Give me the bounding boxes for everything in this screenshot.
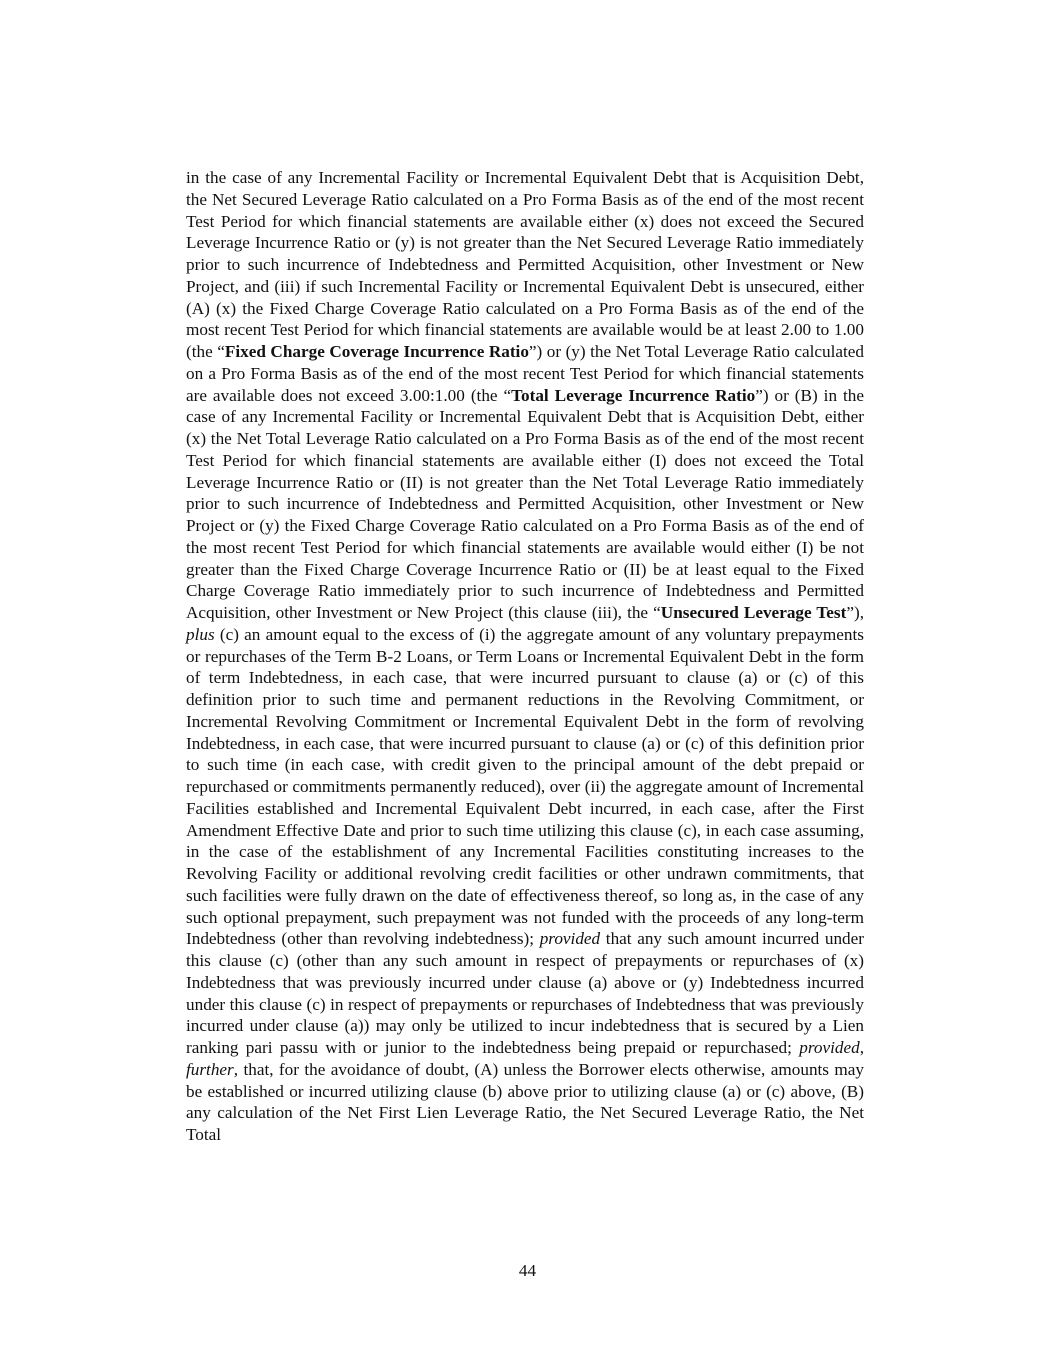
text-run: , [859,1038,864,1057]
text-run: ”) or (B) in the case of any Incremental Facility or Incremental Equivalent Debt that is Acquisition Debt, either (x) the Net Total Leverage Ratio calculated on a Pro Forma Basis as of the end of the most recent Test Period for which financial statements are available either (I) does not exceed the Total Leverage Incurrence Ratio or (II) is not greater than the Net Total Leverage Ratio immediately prior to such incurrence of Indebtedness and Permitted Acquisition, other Investment or New Project or (y) the Fixed Charge Coverage Ratio calculated on a Pro Forma Basis as of the end of the most recent Test Period for which financial statements are available would either (I) be not greater than the Fixed Charge Coverage Incurrence Ratio or (II) be at least equal to the Fixed Charge Coverage Ratio immediately prior to such incurrence of Indebtedness and Permitted Acquisition, other Investment or New Project (this clause (iii), the “ [186,385,864,622]
text-run: in the case of any Incremental Facility or Incremental Equivalent Debt that is Acquisition Debt, the Net Secured Leverage Ratio calculated on a Pro Forma Basis as of the end of the most recent Test Period for which financial statements are available either (x) does not exceed the Secured Leverage Incurrence Ratio or (y) is not greater than the Net Secured Leverage Ratio immediately prior to such incurrence of Indebtedness and Permitted Acquisition, other Investment or New Project, and (iii) if such Incremental Facility or Incremental Equivalent Debt is unsecured, either (A) (x) the Fixed Charge Coverage Ratio calculated on a Pro Forma Basis as of the end of the most recent Test Period for which financial statements are available would be at least 2.00 to 1.00 (the “ [186,168,864,361]
italic-provided: provided [799,1038,860,1057]
text-run: that any such amount incurred under this clause (c) (other than any such amount in respect of prepayments or repurchases of (x) Indebtedness that was previously incurred under clause (a) above or (y) Indebtedness incurred under this clause (c) in respect of prepayments or repurchases of Indebtedness that was previously incurred under clause (a)) may only be utilized to incur indebtedness that is secured by a Lien ranking pari passu with or junior to the indebtedness being prepaid or repurchased; [186,929,864,1057]
italic-further: further [186,1059,234,1079]
text-run: ”) or (y) the Net Total Leverage Ratio calculated on a Pro Forma Basis as of the end of the most recent Test Period for which financial statements are available does not exceed 3.00:1.00 (the “ [186,342,864,405]
defined-term-unsecured-leverage-test: Unsecured Leverage Test [660,603,847,622]
defined-term-total-leverage-incurrence-ratio: Total Leverage Incurrence Ratio [511,385,756,405]
page-number: 44 [518,1261,537,1280]
italic-plus: plus [186,624,215,644]
body-paragraph [186,167,864,1146]
text-run: , that, for the avoidance of doubt, (A) unless the Borrower elects otherwise, amounts may be established or incurred utilizing clause (b) above prior to utilizing clause (a) or (c) above, (B) any calculation of the Net First Lien Leverage Ratio, the Net Secured Leverage Ratio, the Net Total [186,1059,864,1144]
text-run: (c) an amount equal to the excess of (i) the aggregate amount of any voluntary prepayments or repurchases of the Term B-2 Loans, or Term Loans or Incremental Equivalent Debt in the form of term Indebtedness, in each case, that were incurred pursuant to clause (a) or (c) of this definition prior to such time and permanent reductions in the Revolving Commitment, or Incremental Revolving Commitment or Incremental Equivalent Debt in the form of revolving Indebtedness, in each case, that were incurred pursuant to clause (a) or (c) of this definition prior to such time (in each case, with credit given to the principal amount of the debt prepaid or repurchased or commitments permanently reduced), over (ii) the aggregate amount of Incremental Facilities established and Incremental Equivalent Debt incurred, in each case, after the First Amendment Effective Date and prior to such time utilizing this clause (c), in each case assuming, in the case of the establishment of any Incremental Facilities constituting increases to the Revolving Facility or additional revolving credit facilities or other undrawn commitments, that such facilities were fully drawn on the date of effectiveness thereof, so long as, in the case of any such optional prepayment, such prepayment was not funded with the proceeds of any long-term Indebtedness (other than revolving indebtedness); [186,624,864,949]
italic-provided: provided [539,929,601,949]
text-run: ”), [846,603,864,622]
defined-term-fixed-charge-coverage-incurrence-ratio: Fixed Charge Coverage Incurrence Ratio [224,342,529,361]
